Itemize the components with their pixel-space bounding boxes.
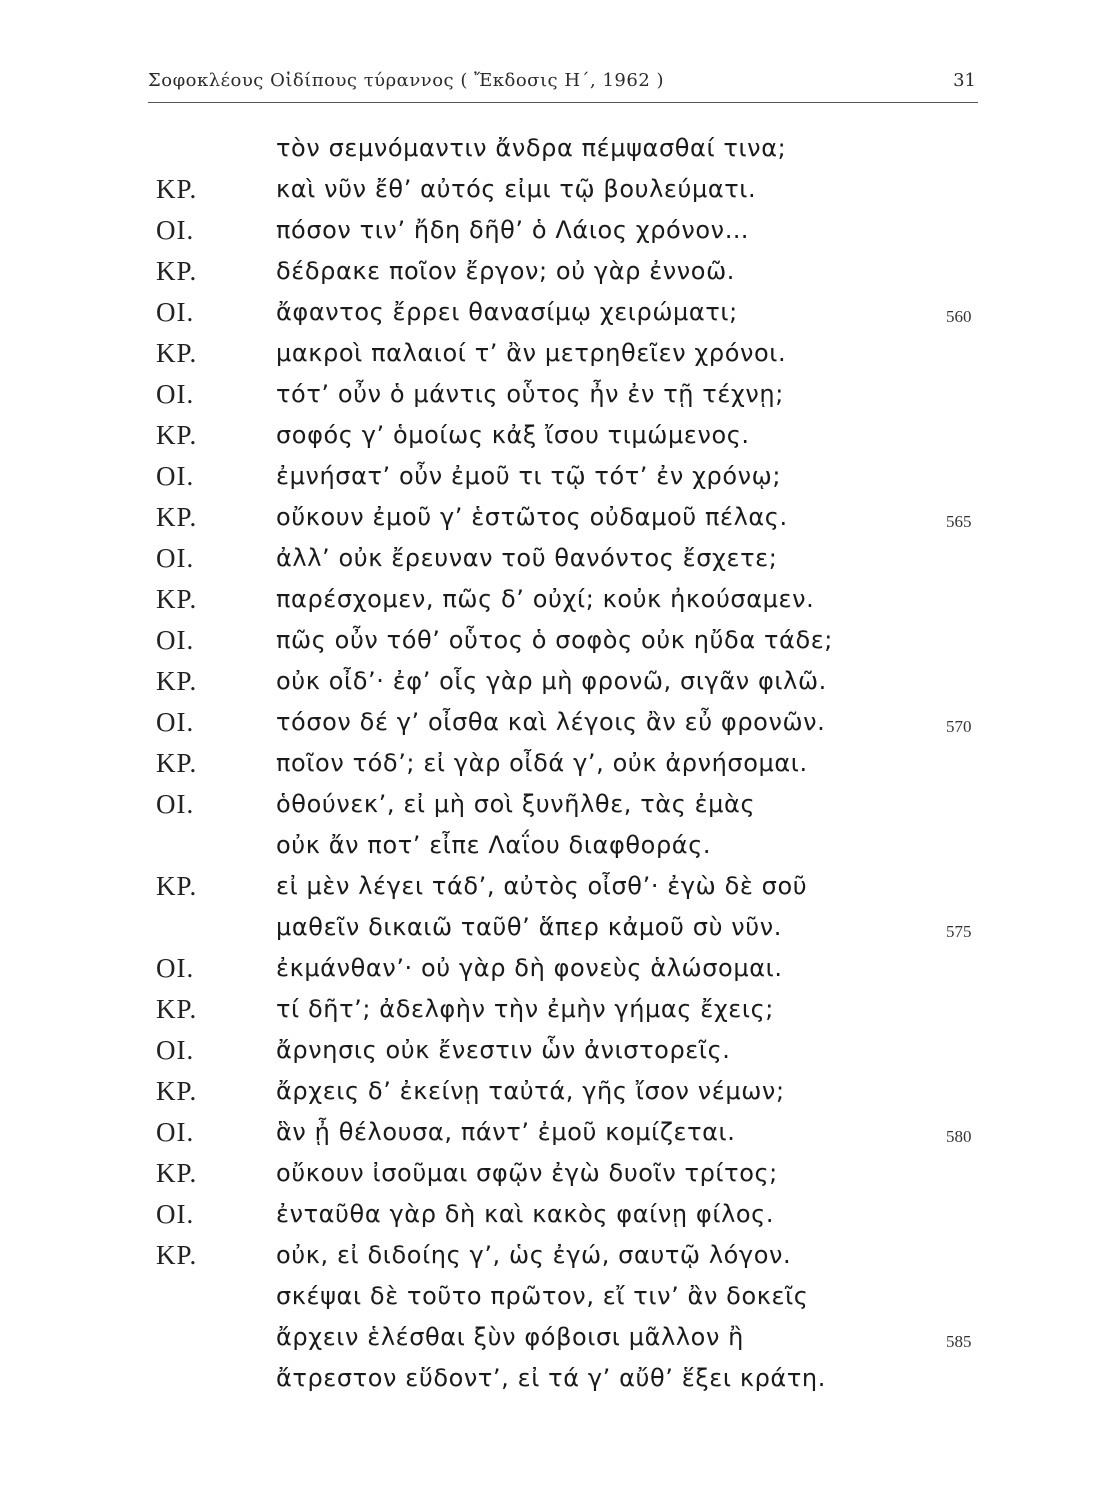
line-number: 585 [946,1332,972,1351]
speaker-label: ΚΡ. [156,420,198,450]
verse-text: μακροὶ παλαιοί τ’ ἂν μετρηθεῖεν χρόνοι. [276,339,787,367]
verse-text: οὐκ οἶδ’· ἐφ’ οἷς γὰρ μὴ φρονῶ, σιγᾶν φιλῶ. [276,667,827,695]
verse-text: ἐκμάνθαν’· οὐ γὰρ δὴ φονεὺς ἁλώσομαι. [276,954,783,982]
speaker-label: ΟΙ. [156,461,195,491]
speaker-label: ΟΙ. [156,379,195,409]
verse-line [0,128,1117,169]
running-head [148,66,978,103]
verse-line [0,866,1117,907]
verse-line [0,1153,1117,1194]
verse-line [0,661,1117,702]
verse-line [0,1276,1117,1317]
verse-line [0,784,1117,825]
speaker-label: ΚΡ. [156,256,198,286]
verse-line [0,210,1117,251]
verse-text: σκέψαι δὲ τοῦτο πρῶτον, εἴ τιν’ ἂν δοκεῖς [276,1282,809,1310]
verse-line [0,1235,1117,1276]
verse-text: ἄτρεστον εὕδοντ’, εἰ τά γ’ αὔθ’ ἕξει κράτη. [276,1364,826,1392]
verse-text: πόσον τιν’ ἤδη δῆθ’ ὁ Λάιος χρόνον… [276,216,750,244]
verse-line [0,415,1117,456]
verse-line [0,374,1117,415]
verse-text: σοφός γ’ ὁμοίως κἀξ ἴσου τιμώμενος. [276,421,750,449]
verse-text: ἄρνησις οὐκ ἔνεστιν ὧν ἀνιστορεῖς. [276,1036,731,1064]
speaker-label: ΟΙ. [156,297,195,327]
line-number: 575 [946,922,972,941]
verse-line [0,989,1117,1030]
verse-text: οὔκουν ἰσοῦμαι σφῷν ἐγὼ δυοῖν τρίτος; [276,1159,778,1187]
verse-line [0,169,1117,210]
speaker-label: ΟΙ. [156,1117,195,1147]
verse-text: οὔκουν ἐμοῦ γ’ ἑστῶτος οὐδαμοῦ πέλας. [276,503,788,531]
verse-line [0,1317,1117,1358]
verse-text: ἄφαντος ἔρρει θανασίμῳ χειρώματι; [276,298,738,326]
verse-text: οὐκ, εἰ διδοίης γ’, ὡς ἐγώ, σαυτῷ λόγον. [276,1241,792,1269]
verse-line [0,456,1117,497]
verse-line [0,702,1117,743]
speaker-label: ΚΡ. [156,174,198,204]
speaker-label: ΟΙ. [156,625,195,655]
speaker-label: ΚΡ. [156,748,198,778]
verse-text: ἄρχεις δ’ ἐκείνῃ ταὐτά, γῆς ἴσον νέμων; [276,1077,785,1105]
verse-text: τότ’ οὖν ὁ μάντις οὗτος ἦν ἐν τῇ τέχνῃ; [276,380,784,408]
speaker-label: ΟΙ. [156,1199,195,1229]
verse-text: ἐνταῦθα γὰρ δὴ καὶ κακὸς φαίνῃ φίλος. [276,1200,775,1228]
verse-text: τί δῆτ’; ἀδελφὴν τὴν ἐμὴν γήμας ἔχεις; [276,995,774,1023]
verse-line [0,251,1117,292]
verse-line [0,497,1117,538]
verse-text: μαθεῖν δικαιῶ ταῦθ’ ἅπερ κἀμοῦ σὺ νῦν. [276,913,783,941]
speaker-label: ΚΡ. [156,871,198,901]
page-number: 31 [953,70,976,91]
speaker-label: ΟΙ. [156,953,195,983]
verse-text: ἃν ᾖ θέλουσα, πάντ’ ἐμοῦ κομίζεται. [276,1118,736,1146]
running-title: Σοφοκλέους Οἰδίπους τύραννος ( Ἔκδοσις Η΄, 1962 ) [148,70,665,91]
speaker-label: ΚΡ. [156,1076,198,1106]
speaker-label: ΚΡ. [156,666,198,696]
verse-line [0,333,1117,374]
verse-text: τὸν σεμνόμαντιν ἄνδρα πέμψασθαί τινα; [276,134,787,162]
verse-line [0,948,1117,989]
speaker-label: ΟΙ. [156,215,195,245]
verse-line [0,1112,1117,1153]
speaker-label: ΟΙ. [156,543,195,573]
speaker-label: ΚΡ. [156,584,198,614]
verse-line [0,292,1117,333]
verse-line [0,907,1117,948]
verse-text: δέδρακε ποῖον ἔργον; οὐ γὰρ ἐννοῶ. [276,257,736,285]
verse-line [0,743,1117,784]
verse-text: τόσον δέ γ’ οἶσθα καὶ λέγοις ἂν εὖ φρονῶν. [276,708,826,736]
speaker-label: ΟΙ. [156,707,195,737]
speaker-label: ΚΡ. [156,502,198,532]
verse-text: ἄρχειν ἑλέσθαι ξὺν φόβοισι μᾶλλον ἢ [276,1323,744,1351]
verse-text: ὁθούνεκ’, εἰ μὴ σοὶ ξυνῆλθε, τὰς ἐμὰς [276,790,756,818]
verse-block [0,128,1117,1399]
speaker-label: ΚΡ. [156,1240,198,1270]
verse-line [0,620,1117,661]
speaker-label: ΚΡ. [156,1158,198,1188]
verse-line [0,579,1117,620]
speaker-label: ΚΡ. [156,338,198,368]
line-number: 580 [946,1127,972,1146]
verse-text: οὐκ ἄν ποτ’ εἶπε Λαΐου διαφθοράς. [276,831,712,859]
verse-text: παρέσχομεν, πῶς δ’ οὐχί; κοὐκ ἠκούσαμεν. [276,585,815,613]
verse-text: εἰ μὲν λέγει τάδ’, αὐτὸς οἶσθ’· ἐγὼ δὲ σοῦ [276,872,808,900]
verse-text: πῶς οὖν τόθ’ οὗτος ὁ σοφὸς οὐκ ηὔδα τάδε; [276,626,833,654]
line-number: 570 [946,717,972,736]
line-number: 560 [946,307,972,326]
speaker-label: ΟΙ. [156,789,195,819]
speaker-label: ΟΙ. [156,1035,195,1065]
speaker-label: ΚΡ. [156,994,198,1024]
line-number: 565 [946,512,972,531]
verse-line [0,1358,1117,1399]
verse-line [0,1030,1117,1071]
verse-line [0,825,1117,866]
verse-text: ἀλλ’ οὐκ ἔρευναν τοῦ θανόντος ἔσχετε; [276,544,778,572]
verse-text: ποῖον τόδ’; εἰ γὰρ οἶδά γ’, οὐκ ἀρνήσομαι. [276,749,808,777]
verse-line [0,538,1117,579]
verse-line [0,1071,1117,1112]
verse-line [0,1194,1117,1235]
verse-text: ἐμνήσατ’ οὖν ἐμοῦ τι τῷ τότ’ ἐν χρόνῳ; [276,462,782,490]
verse-text: καὶ νῦν ἔθ’ αὐτός εἰμι τῷ βουλεύματι. [276,175,757,203]
